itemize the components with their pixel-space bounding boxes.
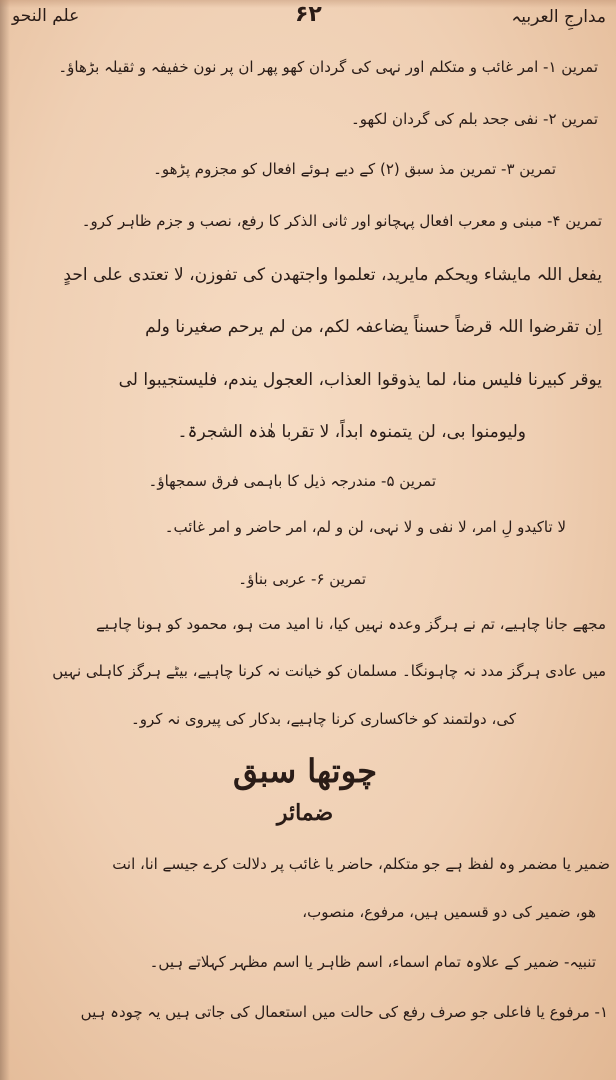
exercise-5: تمرین ۵- مندرجہ ذیل کا باہمی فرق سمجھاؤ۔ [148, 472, 436, 490]
urdu-sentence-2: میں عادی ہرگز مدد نہ چاہونگا۔ مسلمان کو خیانت نہ کرنا چاہیے، بیٹے ہرگز کاہلی نہیں [52, 662, 606, 680]
urdu-sentence-1: مجھے جانا چاہیے، تم نے ہرگز وعدہ نہیں کیا، نا امید مت ہو، محمود کو ہونا چاہیے [96, 615, 606, 633]
exercise-3: تمرین ۳- تمرین مذ سبق (۲) کے دیے ہوئے افعال کو مجزوم پڑھو۔ [153, 160, 556, 178]
lesson-title: چوتھا سبق [232, 752, 377, 790]
exercise-6: تمرین ۶- عربی بناؤ۔ [238, 570, 366, 588]
exercise-1: تمرین ۱- امر غائب و متکلم اور نہی کی گردان کھو پھر ان پر نون خفیفہ و ثقیلہ بڑھاؤ۔ [58, 58, 598, 76]
definition-line-2: ھو، ضمیر کی دو قسمیں ہیں، مرفوع، منصوب، [302, 903, 596, 921]
urdu-sentence-3: کی، دولتمند کو خاکساری کرنا چاہیے، بدکار کی پیروی نہ کرو۔ [130, 710, 516, 728]
arabic-sentence-1: یفعل اللہ مایشاء ویحکم مایرید، تعلموا واجتھدن کی تفوزن، لا تعتدی علی احدٍ [63, 265, 602, 285]
arabic-sentence-4: ولیومنوا بی، لن یتمنوہ ابداً، لا تقربا ھٰذہ الشجرۃ۔ [177, 422, 526, 442]
exercise-2: تمرین ۲- نفی جحد بلم کی گردان لکھو۔ [350, 110, 598, 128]
arabic-sentence-2: اِن تقرضوا اللہ قرضاً حسناً یضاعفہ لکم، من لم یرحم صغیرنا ولم [145, 317, 602, 337]
exercise-4: تمرین ۴- مبنی و معرب افعال پہچانو اور ثانی الذکر کا رفع، نصب و جزم ظاہر کرو۔ [81, 212, 602, 230]
page-binding-shadow [0, 0, 10, 1080]
note-line: تنبیہ- ضمیر کے علاوہ تمام اسماء، اسم ظاہر یا اسم مظہر کہلاتے ہیں۔ [149, 953, 596, 971]
section-title: ضمائر [276, 800, 334, 826]
arabic-sentence-3: یوقر کبیرنا فلیس منا، لما یذوقوا العذاب، العجول یندم، فلیستجیبوا لی [118, 370, 602, 390]
definition-line-1: ضمیر یا مضمر وہ لفظ ہے جو متکلم، حاضر یا غائب پر دلالت کرے جیسے انا، انت [112, 855, 610, 873]
book-title: مدارجِ العربیہ [511, 7, 606, 27]
exercise-5-items: لا تاکیدو لِ امر، لا نفی و لا نہی، لن و لم، امر حاضر و امر غائب۔ [164, 518, 566, 536]
subject-title: علم النحو [12, 6, 80, 26]
marfoo-line: ۱- مرفوع یا فاعلی جو صرف رفع کی حالت میں استعمال کی جاتی ہیں یہ چودہ ہیں [80, 1003, 608, 1021]
page-number: ۶۲ [295, 2, 322, 27]
